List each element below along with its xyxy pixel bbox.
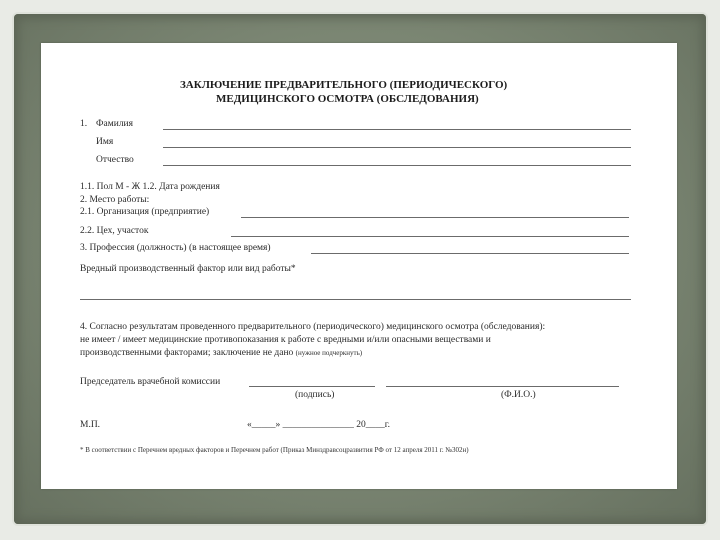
organization-label: 2.1. Организация (предприятие) [80, 207, 210, 217]
chairman-label: Председатель врачебной комиссии [80, 377, 221, 387]
conclusion-line-3-text: производственными факторами; заключение не дано [80, 348, 294, 358]
conclusion-line-3 [80, 348, 362, 359]
fio-caption: (Ф.И.О.) [501, 390, 536, 400]
surname-label: Фамилия [96, 119, 134, 129]
organization-field[interactable] [241, 217, 629, 218]
form-title-line-1: ЗАКЛЮЧЕНИЕ ПРЕДВАРИТЕЛЬНОГО (ПЕРИОДИЧЕСКОГО) [180, 79, 508, 91]
item-1-number: 1. [80, 119, 88, 129]
conclusion-line-1: 4. Согласно результатам проведенного предварительного (периодического) медицинского осмотра (обследования): [80, 322, 546, 332]
form-title-line-2: МЕДИЦИНСКОГО ОСМОТРА (ОБСЛЕДОВАНИЯ) [216, 93, 479, 105]
department-label: 2.2. Цех, участок [80, 226, 149, 236]
name-label: Имя [96, 137, 114, 147]
profession-field[interactable] [311, 253, 629, 254]
conclusion-line-2: не имеет / имеет медицинские противопоказания к работе с вредными и/или опасными веществами и [80, 335, 491, 345]
underline-note: (нужное подчеркнуть) [295, 349, 363, 357]
signature-caption: (подпись) [295, 390, 335, 400]
sex-birthdate-label: 1.1. Пол М - Ж 1.2. Дата рождения [80, 182, 220, 192]
department-field[interactable] [231, 236, 629, 237]
medical-conclusion-form [41, 43, 677, 489]
fio-field[interactable] [386, 386, 619, 387]
hazard-field[interactable] [80, 299, 631, 300]
patronymic-label: Отчество [96, 155, 134, 165]
seal-label: М.П. [80, 420, 101, 430]
name-field[interactable] [163, 147, 631, 148]
surname-field[interactable] [163, 129, 631, 130]
footnote: * В соответствии с Перечнем вредных факторов и Перечнем работ (Приказ Минздравсоцразвития РФ от 12 апреля 2011 г. №302н) [80, 446, 469, 454]
hazard-label: Вредный производственный фактор или вид работы* [80, 264, 296, 274]
profession-label: 3. Профессия (должность) (в настоящее время) [80, 243, 271, 253]
date-field[interactable]: «_____» _______________ 20____г. [247, 420, 390, 430]
signature-field[interactable] [249, 386, 375, 387]
patronymic-field[interactable] [163, 165, 631, 166]
workplace-label: 2. Место работы: [80, 195, 150, 205]
